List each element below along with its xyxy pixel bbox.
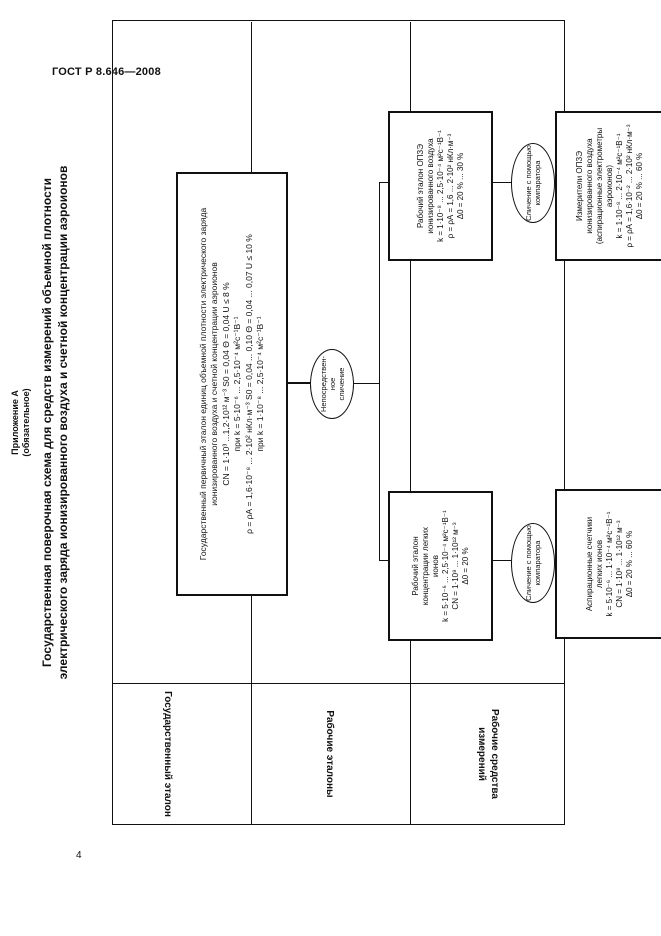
level-label-state-standard: Государственный эталон bbox=[162, 691, 173, 817]
level-label-working-standards: Рабочие эталоны bbox=[324, 710, 335, 798]
appendix-label: Приложение А bbox=[10, 390, 20, 455]
level-label-measuring-instruments: Рабочие средства измерений bbox=[476, 709, 500, 799]
document-header: ГОСТ Р 8.646—2008 bbox=[52, 66, 161, 78]
appendix-heading bbox=[10, 20, 32, 825]
instrument-aspiration-counters-box: Аспирационные счетчики легких ионов k = 5·10⁻⁶ ... 1·10⁻⁴ м²с⁻¹В⁻¹ CN = 1·10⁸ ... 1·10¹² м⁻³ Δ0 = 20 % ... 60 % bbox=[555, 489, 661, 639]
verification-schema-diagram bbox=[112, 20, 644, 825]
rotated-content bbox=[5, 20, 644, 825]
appendix-status: (обязательное) bbox=[21, 388, 31, 457]
working-standard-opez-box: Рабочий эталон ОПЗЭ ионизированного воздуха k = 1·10⁻⁸ ... 2,5·10⁻⁴ м²с⁻¹В⁻¹ ρ = ρА = 1,6 ... 2·10² нКл·м⁻³ Δ0 = 20 % ... 30 % bbox=[388, 111, 493, 261]
comparator-comparison-ellipse-right: Сличение с помощью компаратора bbox=[511, 143, 555, 223]
schema-title-line-2: электрического заряда ионизированного воздуха и счетной концентрации аэроионов bbox=[56, 165, 70, 680]
schema-title-line-1: Государственная поверочная схема для средств измерений объемной плотности bbox=[40, 177, 54, 668]
direct-comparison-ellipse: Непосредствен- ное сличение bbox=[310, 349, 354, 419]
connector-bus bbox=[379, 183, 380, 561]
connector-trunk bbox=[288, 382, 310, 384]
working-standard-light-ions-box: Рабочий эталон концентрации легких ионов k = 5·10⁻⁶ ... 2,5·10⁻⁴ м²с⁻¹В⁻¹ CN = 1·10⁸ ... 1·10¹² м⁻³ Δ0 = 20 % bbox=[388, 491, 493, 641]
connector-left-branch bbox=[379, 560, 388, 561]
comparator-comparison-ellipse-left: Сличение с помощью компаратора bbox=[511, 523, 555, 603]
primary-standard-box: Государственный первичный эталон единиц объемной плотности электрического заряда ионизированного воздуха и счетной концентрации аэроионов CN = 1·10³ ...1,2·10¹² м⁻³ S0 = 0,04 Θ = 0,04 U ≤ 8 % при k = 5·10⁻⁶ ... 2,5·10⁻⁴ м²с⁻¹В⁻¹ ρ = ρА = 1,6·10⁻⁸ ... 2·10² нКл·м⁻³ S0 = 0,04 ... 0,10 Θ = 0,04 ... 0,07 U ≤ 10 % при k = 1·10⁻⁸ ... 2,5·10⁻⁴ м²с⁻¹В⁻¹ bbox=[176, 172, 288, 596]
connector-right-lower bbox=[493, 182, 511, 183]
connector-right-branch bbox=[379, 182, 388, 183]
connector-trunk bbox=[354, 383, 379, 384]
connector-left-lower bbox=[493, 560, 511, 561]
page-number: 4 bbox=[76, 850, 82, 861]
instrument-opez-meters-box: Измерители ОПЗЭ ионизированного воздуха (аспирационные электрометры аэроионов) k = 1·10⁻⁸ ... 2·10⁻⁴ м²с⁻¹В⁻¹ ρ = ρА = 1,6·10⁻² ... 2·10² нКл·м⁻³ Δ0 = 20 % ... 60 % bbox=[555, 111, 661, 261]
